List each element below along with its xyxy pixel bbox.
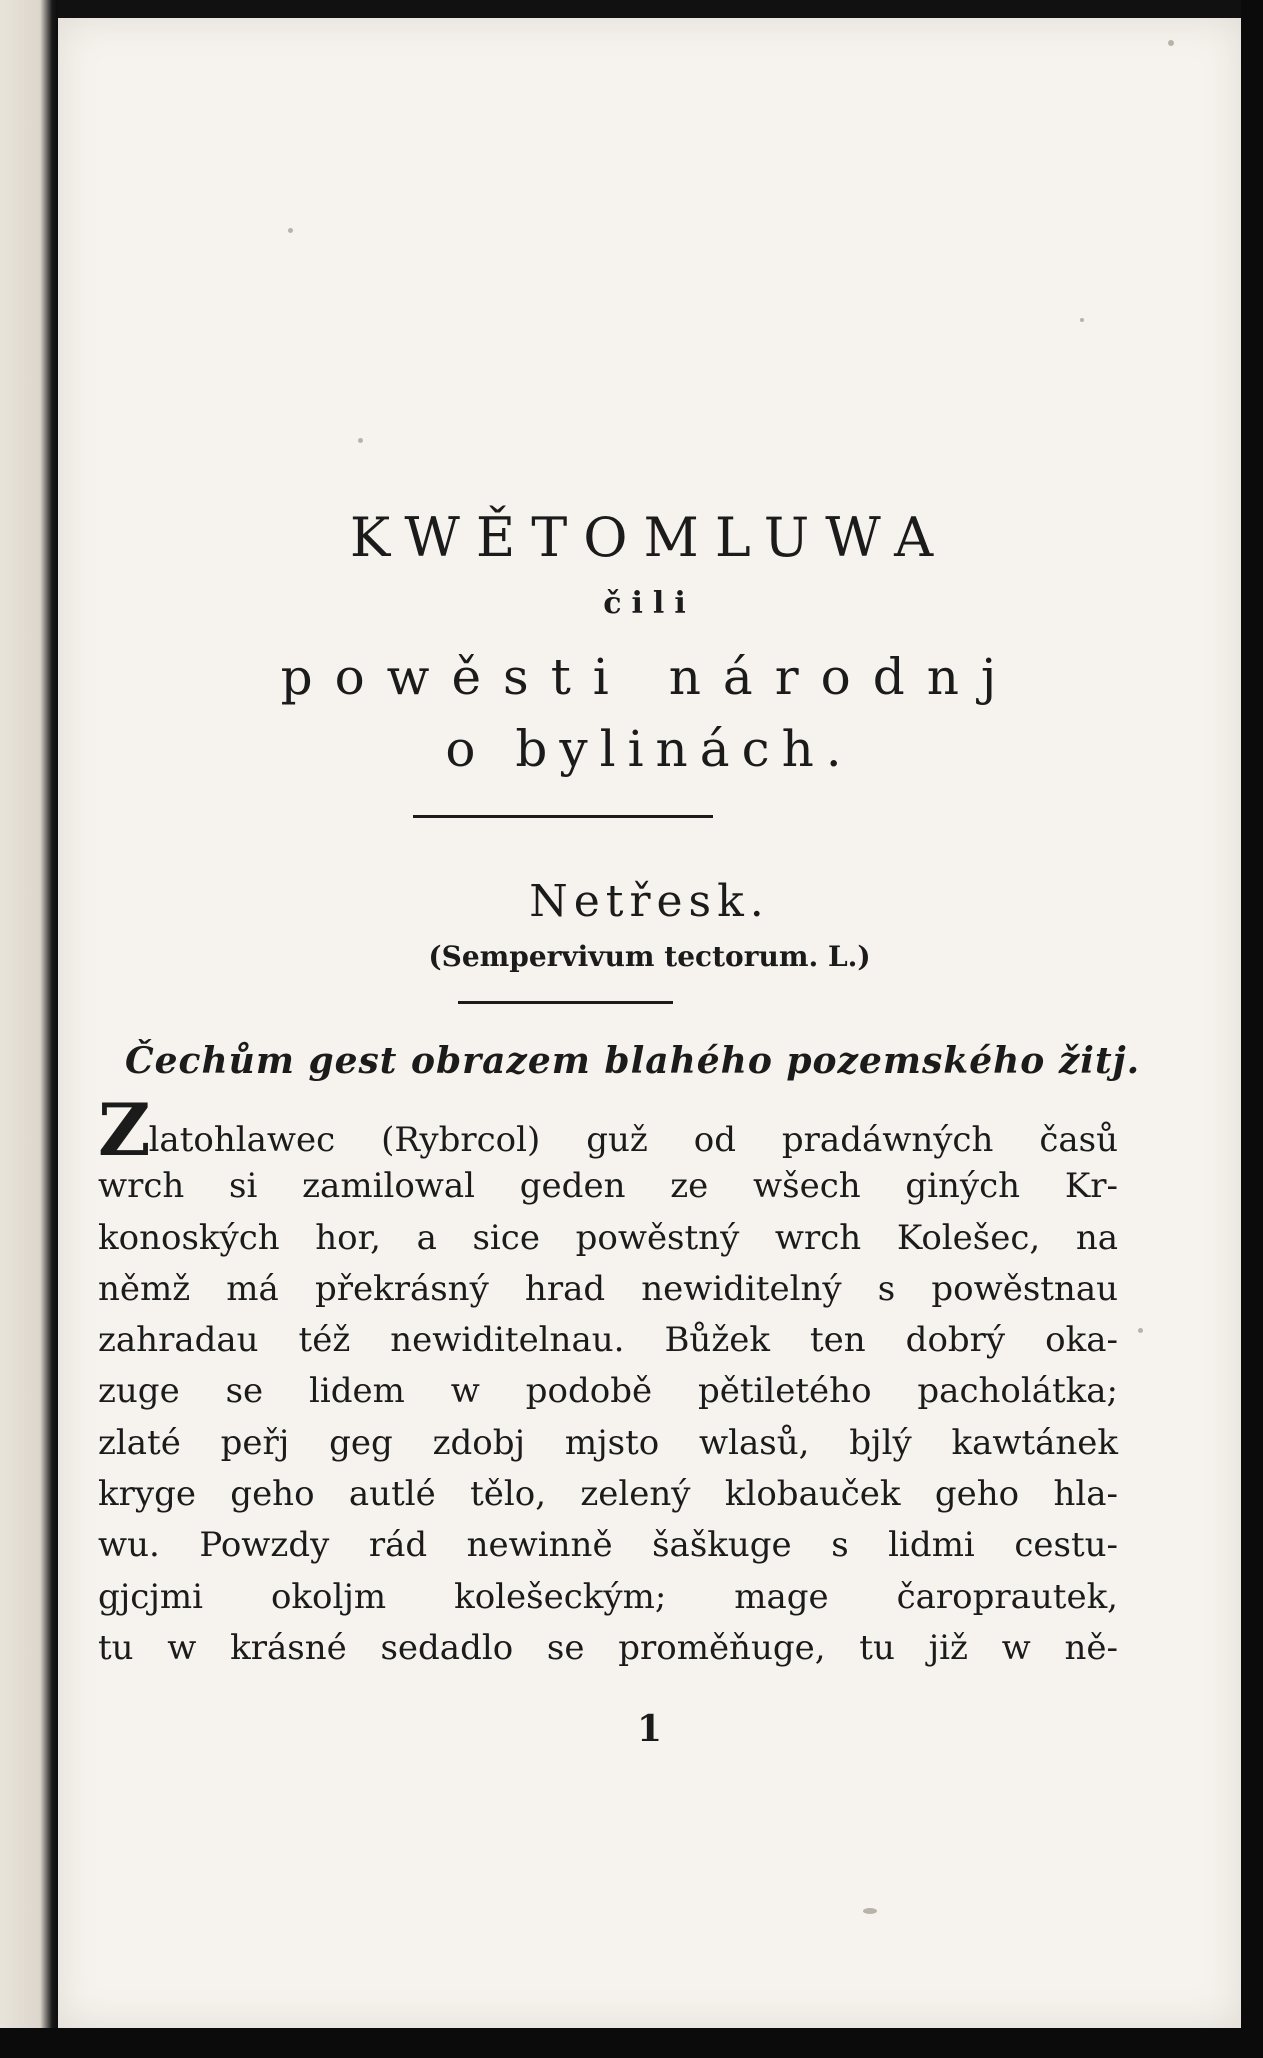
epigraph: Čechům gest obrazem blahého pozemského žitj. [125,1040,1141,1082]
book-title: KWĚTOMLUWA [349,506,950,569]
text-line: zlaté peřj geg zdobj mjsto wlasů, bjlý kawtánek [98,1422,1118,1463]
text-line [98,1087,1118,1172]
paper-speck [1080,318,1084,322]
section-title: Netřesk. [529,876,770,927]
first-line-text: latohlawec (Rybrcol) guž od pradáwných časů [148,1120,1118,1160]
paper-speck [1138,1328,1143,1333]
text-line: kryge geho autlé tělo, zelený klobauček geho hla- [98,1474,1118,1515]
text-line: tu w krásné sedadlo se proměňuge, tu již w ně- [98,1627,1118,1668]
book-page [58,18,1241,2028]
text-line: wrch si zamilowal geden ze wšech giných Kr- [98,1166,1118,1207]
text-line: gjcjmi okoljm kolešeckým; mage čaroprautek, [98,1576,1118,1617]
scan-bottom-edge [0,2028,1263,2058]
body-paragraph [98,1087,1118,1674]
latin-name: (Sempervivum tectorum. L.) [428,940,871,973]
text-line: zahradau též newiditelnau. Bůžek ten dobrý oka- [98,1320,1118,1361]
text-line: konoských hor, a sice powěstný wrch Kolešec, na [98,1217,1118,1258]
drop-cap: Z [98,1087,151,1172]
title-divider [413,815,713,818]
text-line: wu. Powzdy rád newinně šaškuge s lidmi cestu- [98,1525,1118,1566]
text-line: němž má překrásný hrad newiditelný s powěstnau [98,1268,1118,1309]
title-connector: čili [603,586,696,621]
page-number: 1 [636,1708,663,1750]
scan-left-edge [0,0,58,2058]
paper-speck [358,438,363,443]
scan-right-edge [1241,0,1263,2058]
title-subtitle-2: o bylinách. [445,720,854,778]
title-subtitle: powěsti národnj [280,648,1019,706]
paper-speck [1168,40,1174,46]
paper-speck [288,228,293,233]
paper-speck [863,1908,877,1914]
section-divider [458,1001,673,1004]
text-line: zuge se lidem w podobě pětiletého pacholátka; [98,1371,1118,1412]
